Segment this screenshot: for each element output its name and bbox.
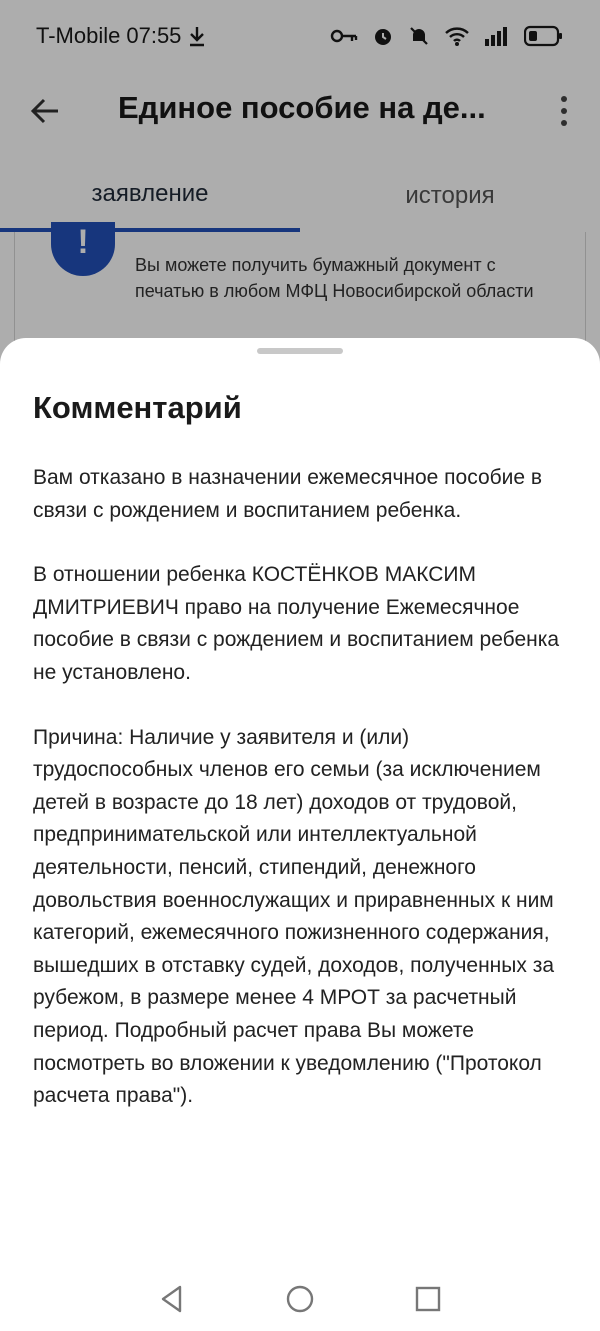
back-triangle-icon[interactable]	[157, 1284, 187, 1314]
notice-text: Вы можете получить бумажный документ с печатью в любом МФЦ Новосибирской области	[135, 255, 534, 301]
comment-paragraph-child: В отношении ребенка КОСТЁНКОВ МАКСИМ ДМИТРИЕВИЧ право на получение Ежемесячное пособие в связи с рождением и воспитанием ребенка не установлено.	[33, 563, 560, 684]
carrier-label: T-Mobile	[36, 23, 121, 48]
comment-body	[33, 462, 573, 1145]
exclamation-icon: !	[51, 222, 115, 276]
sheet-title: Комментарий	[33, 390, 242, 425]
page-title: Единое пособие на де...	[118, 90, 486, 125]
comment-paragraph-refusal: Вам отказано в назначении ежемесячное пособие в связи с рождением и воспитанием ребенка.	[33, 466, 543, 522]
drag-handle[interactable]	[257, 348, 343, 354]
recents-square-icon[interactable]	[413, 1284, 443, 1314]
comment-paragraph-reason: Причина: Наличие у заявителя и (или) трудоспособных членов его семьи (за исключением детей в возрасте до 18 лет) доходов от трудовой, предпринимательской или интеллектуальной деятельности, пенсий, стипендий, денежного довольствия военнослужащих и приравненных к ним категорий, ежемесячного пожизненного содержания, вышедших в отставку судей, доходов, полученных за рубежом, в размере менее 4 МРОТ за расчетный период. Подробный расчет права Вы можете посмотреть во вложении к уведомлению ("Протокол расчета права").	[33, 725, 555, 1108]
comment-bottom-sheet	[0, 338, 600, 1331]
clock-label: 07:55	[126, 23, 182, 48]
system-nav-bar	[0, 1268, 600, 1331]
home-circle-icon[interactable]	[285, 1284, 315, 1314]
tab-application[interactable]: заявление	[0, 160, 300, 232]
tab-history[interactable]: история	[405, 182, 495, 209]
